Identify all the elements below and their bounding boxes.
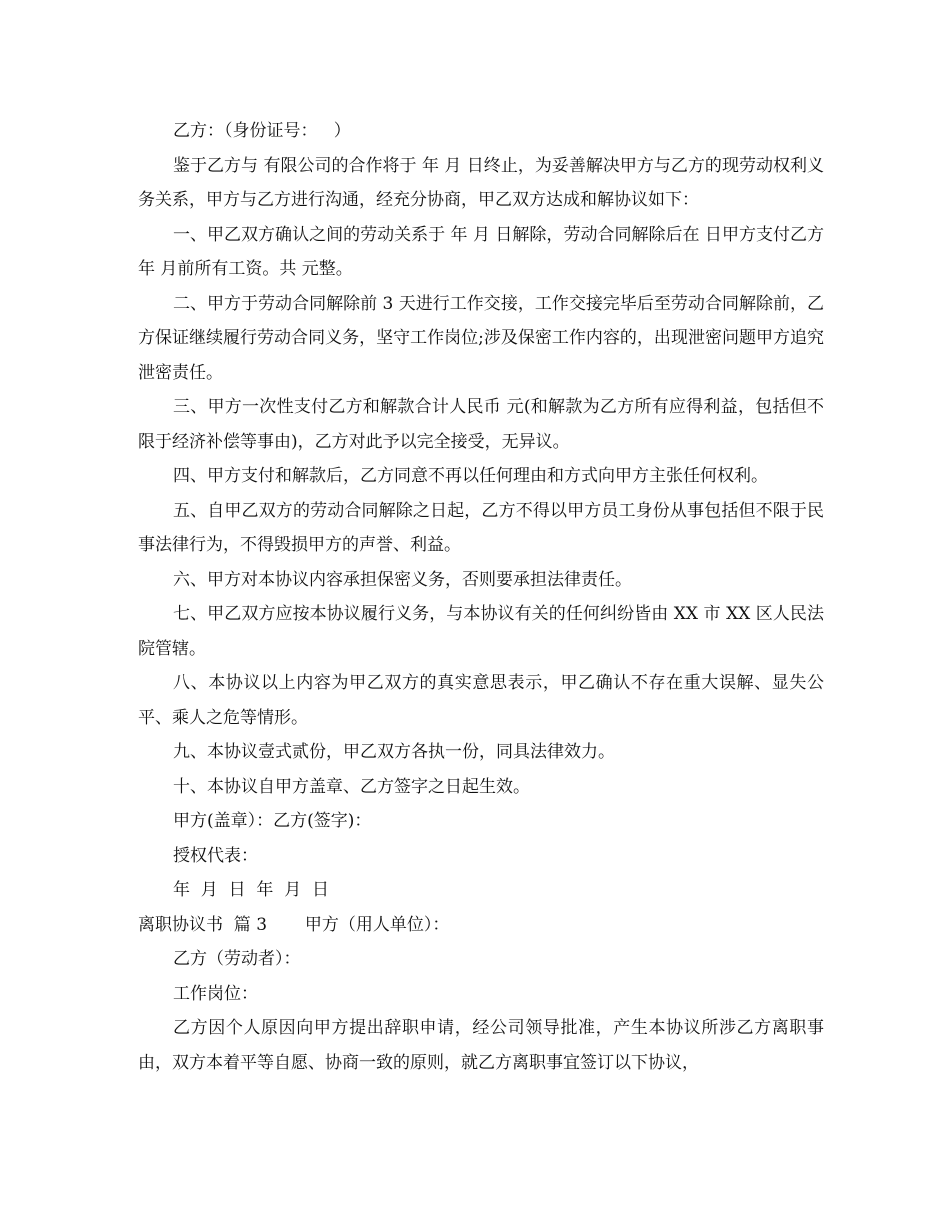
party-b-worker-line: 乙方（劳动者）： [173,949,301,969]
clause-4: 四、甲方支付和解款后，乙方同意不再以任何理由和方式向甲方主张任何权利。 [173,466,768,486]
document-body [138,114,824,1080]
signature-line: 甲方(盖章）：乙方(签字)： [173,811,372,831]
clause-1: 一、甲乙双方确认之间的劳动关系于 年 月 日解除，劳动合同解除后在 日甲方支付乙方 年 月前所有工资。共 元整。 [138,224,824,279]
clause-7: 七、甲乙双方应按本协议履行义务，与本协议有关的任何纠纷皆由 XX 市 XX 区人民法院管辖。 [138,604,824,659]
clause-9: 九、本协议壹式贰份，甲乙双方各执一份，同具法律效力。 [173,742,615,762]
section-heading: 离职协议书 篇 3 甲方（用人单位）： [138,914,450,935]
clause-10: 十、本协议自甲方盖章、乙方签字之日起生效。 [173,776,530,797]
job-position-line: 工作岗位： [173,983,258,1004]
clause-6: 六、甲方对本协议内容承担保密义务，否则要承担法律责任。 [173,569,632,590]
authorized-rep-line: 授权代表： [173,845,258,866]
date-line: 年 月 日 年 月 日 [173,880,330,900]
clause-3: 三、甲方一次性支付乙方和解款合计人民币 元(和解款为乙方所有应得利益，包括但不限于经济补偿等事由)，乙方对此予以完全接受，无异议。 [138,397,824,452]
clause-2: 二、甲方于劳动合同解除前 3 天进行工作交接，工作交接完毕后至劳动合同解除前，乙方保证继续履行劳动合同义务，坚守工作岗位;涉及保密工作内容的，出现泄密问题甲方追究泄密责任。 [138,293,824,383]
party-b-id-line: 乙方：（身份证号： ） [173,121,351,141]
preamble-paragraph: 鉴于乙方与 有限公司的合作将于 年 月 日终止，为妥善解决甲方与乙方的现劳动权利义务关系，甲方与乙方进行沟通，经充分协商，甲乙双方达成和解协议如下： [138,155,824,210]
clause-5: 五、自甲乙双方的劳动合同解除之日起，乙方不得以甲方员工身份从事包括但不限于民事法律行为，不得毁损甲方的声誉、利益。 [138,500,824,555]
clause-8: 八、本协议以上内容为甲乙双方的真实意思表示，甲乙确认不存在重大误解、显失公平、乘人之危等情形。 [138,673,824,728]
resignation-paragraph: 乙方因个人原因向甲方提出辞职申请，经公司领导批准，产生本协议所涉乙方离职事由，双方本着平等自愿、协商一致的原则，就乙方离职事宜签订以下协议， [138,1018,824,1073]
